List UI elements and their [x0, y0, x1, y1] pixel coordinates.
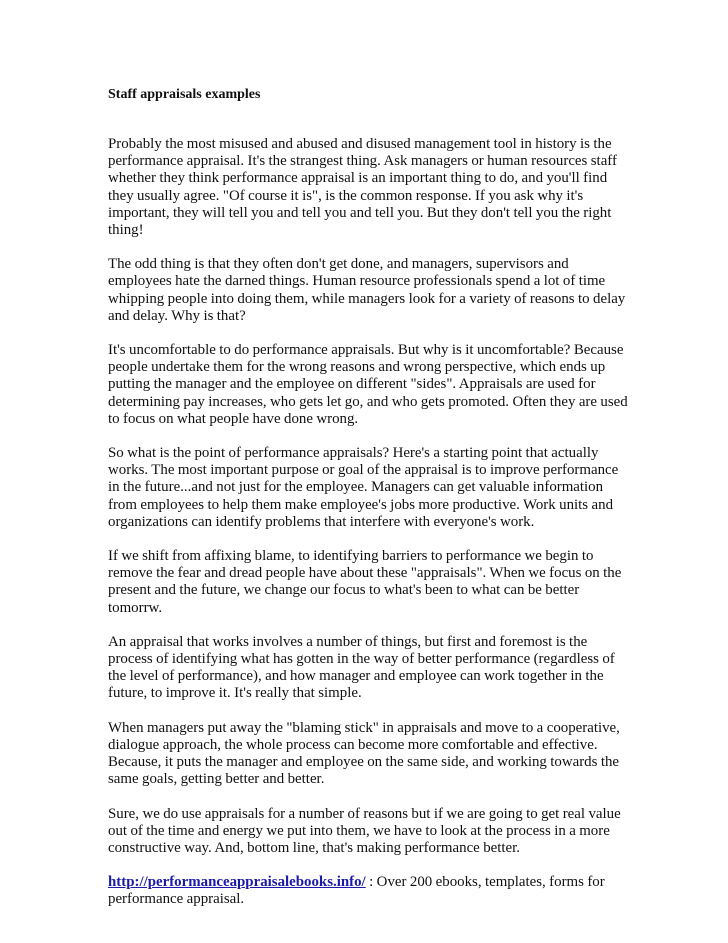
footer-paragraph	[108, 874, 628, 908]
paragraph-7: When managers put away the "blaming stick" in appraisals and move to a cooperative, dialogue approach, the whole process can become more comfortable and effective. Because, it puts the manager and employee on the same side, and working towards the same goals, getting better and better.	[108, 719, 620, 788]
paragraph-4: So what is the point of performance appraisals? Here's a starting point that actually works. The most important purpose or goal of the appraisal is to improve performance in the future...and not just for the employee. Managers can get valuable information from employees to help them make employee's jobs more productive. Work units and organizations can identify problems that interfere with everyone's work.	[108, 445, 619, 530]
ebooks-link[interactable]: http://performanceappraisalebooks.info/	[108, 874, 366, 891]
paragraph-6: An appraisal that works involves a number of things, but first and foremost is the process of identifying what has gotten in the way of better performance (regardless of the level of performance), and how manager and employee can work together in the future, to improve it. It's really that simple.	[108, 633, 615, 702]
paragraph-5: If we shift from affixing blame, to identifying barriers to performance we begin to remove the fear and dread people have about these "appraisals". When we focus on the present and the future, we change our focus to what's been to what can be better tomorrw.	[108, 548, 622, 616]
paragraph-1: Probably the most misused and abused and disused management tool in history is the performance appraisal. It's the strangest thing. Ask managers or human resources staff whether they think performance appraisal is an important thing to do, and you'll find they usually agree. "Of course it is", is the common response. If you ask why it's important, they will tell you and tell you and tell you. But they don't tell you the right thing!	[108, 136, 617, 239]
paragraph-3: It's uncomfortable to do performance appraisals. But why is it uncomfortable? Because people undertake them for the wrong reasons and wrong perspective, which ends up putting the manager and the employee on different "sides". Appraisals are used for determining pay increases, who gets let go, and who gets promoted. Often they are used to focus on what people have done wrong.	[108, 342, 628, 427]
footer-text: : Over 200 ebooks, templates, forms for performance appraisal.	[108, 874, 605, 908]
paragraph-2: The odd thing is that they often don't get done, and managers, supervisors and employees hate the darned things. Human resource professionals spend a lot of time whipping people into doing them, while managers look for a variety of reasons to delay and delay. Why is that?	[108, 256, 626, 324]
paragraph-8: Sure, we do use appraisals for a number of reasons but if we are going to get real value out of the time and energy we put into them, we have to look at the process in a more constructive way. And, bottom line, that's making performance better.	[108, 805, 621, 856]
document-page	[108, 86, 628, 926]
document-title: Staff appraisals examples	[108, 87, 261, 102]
